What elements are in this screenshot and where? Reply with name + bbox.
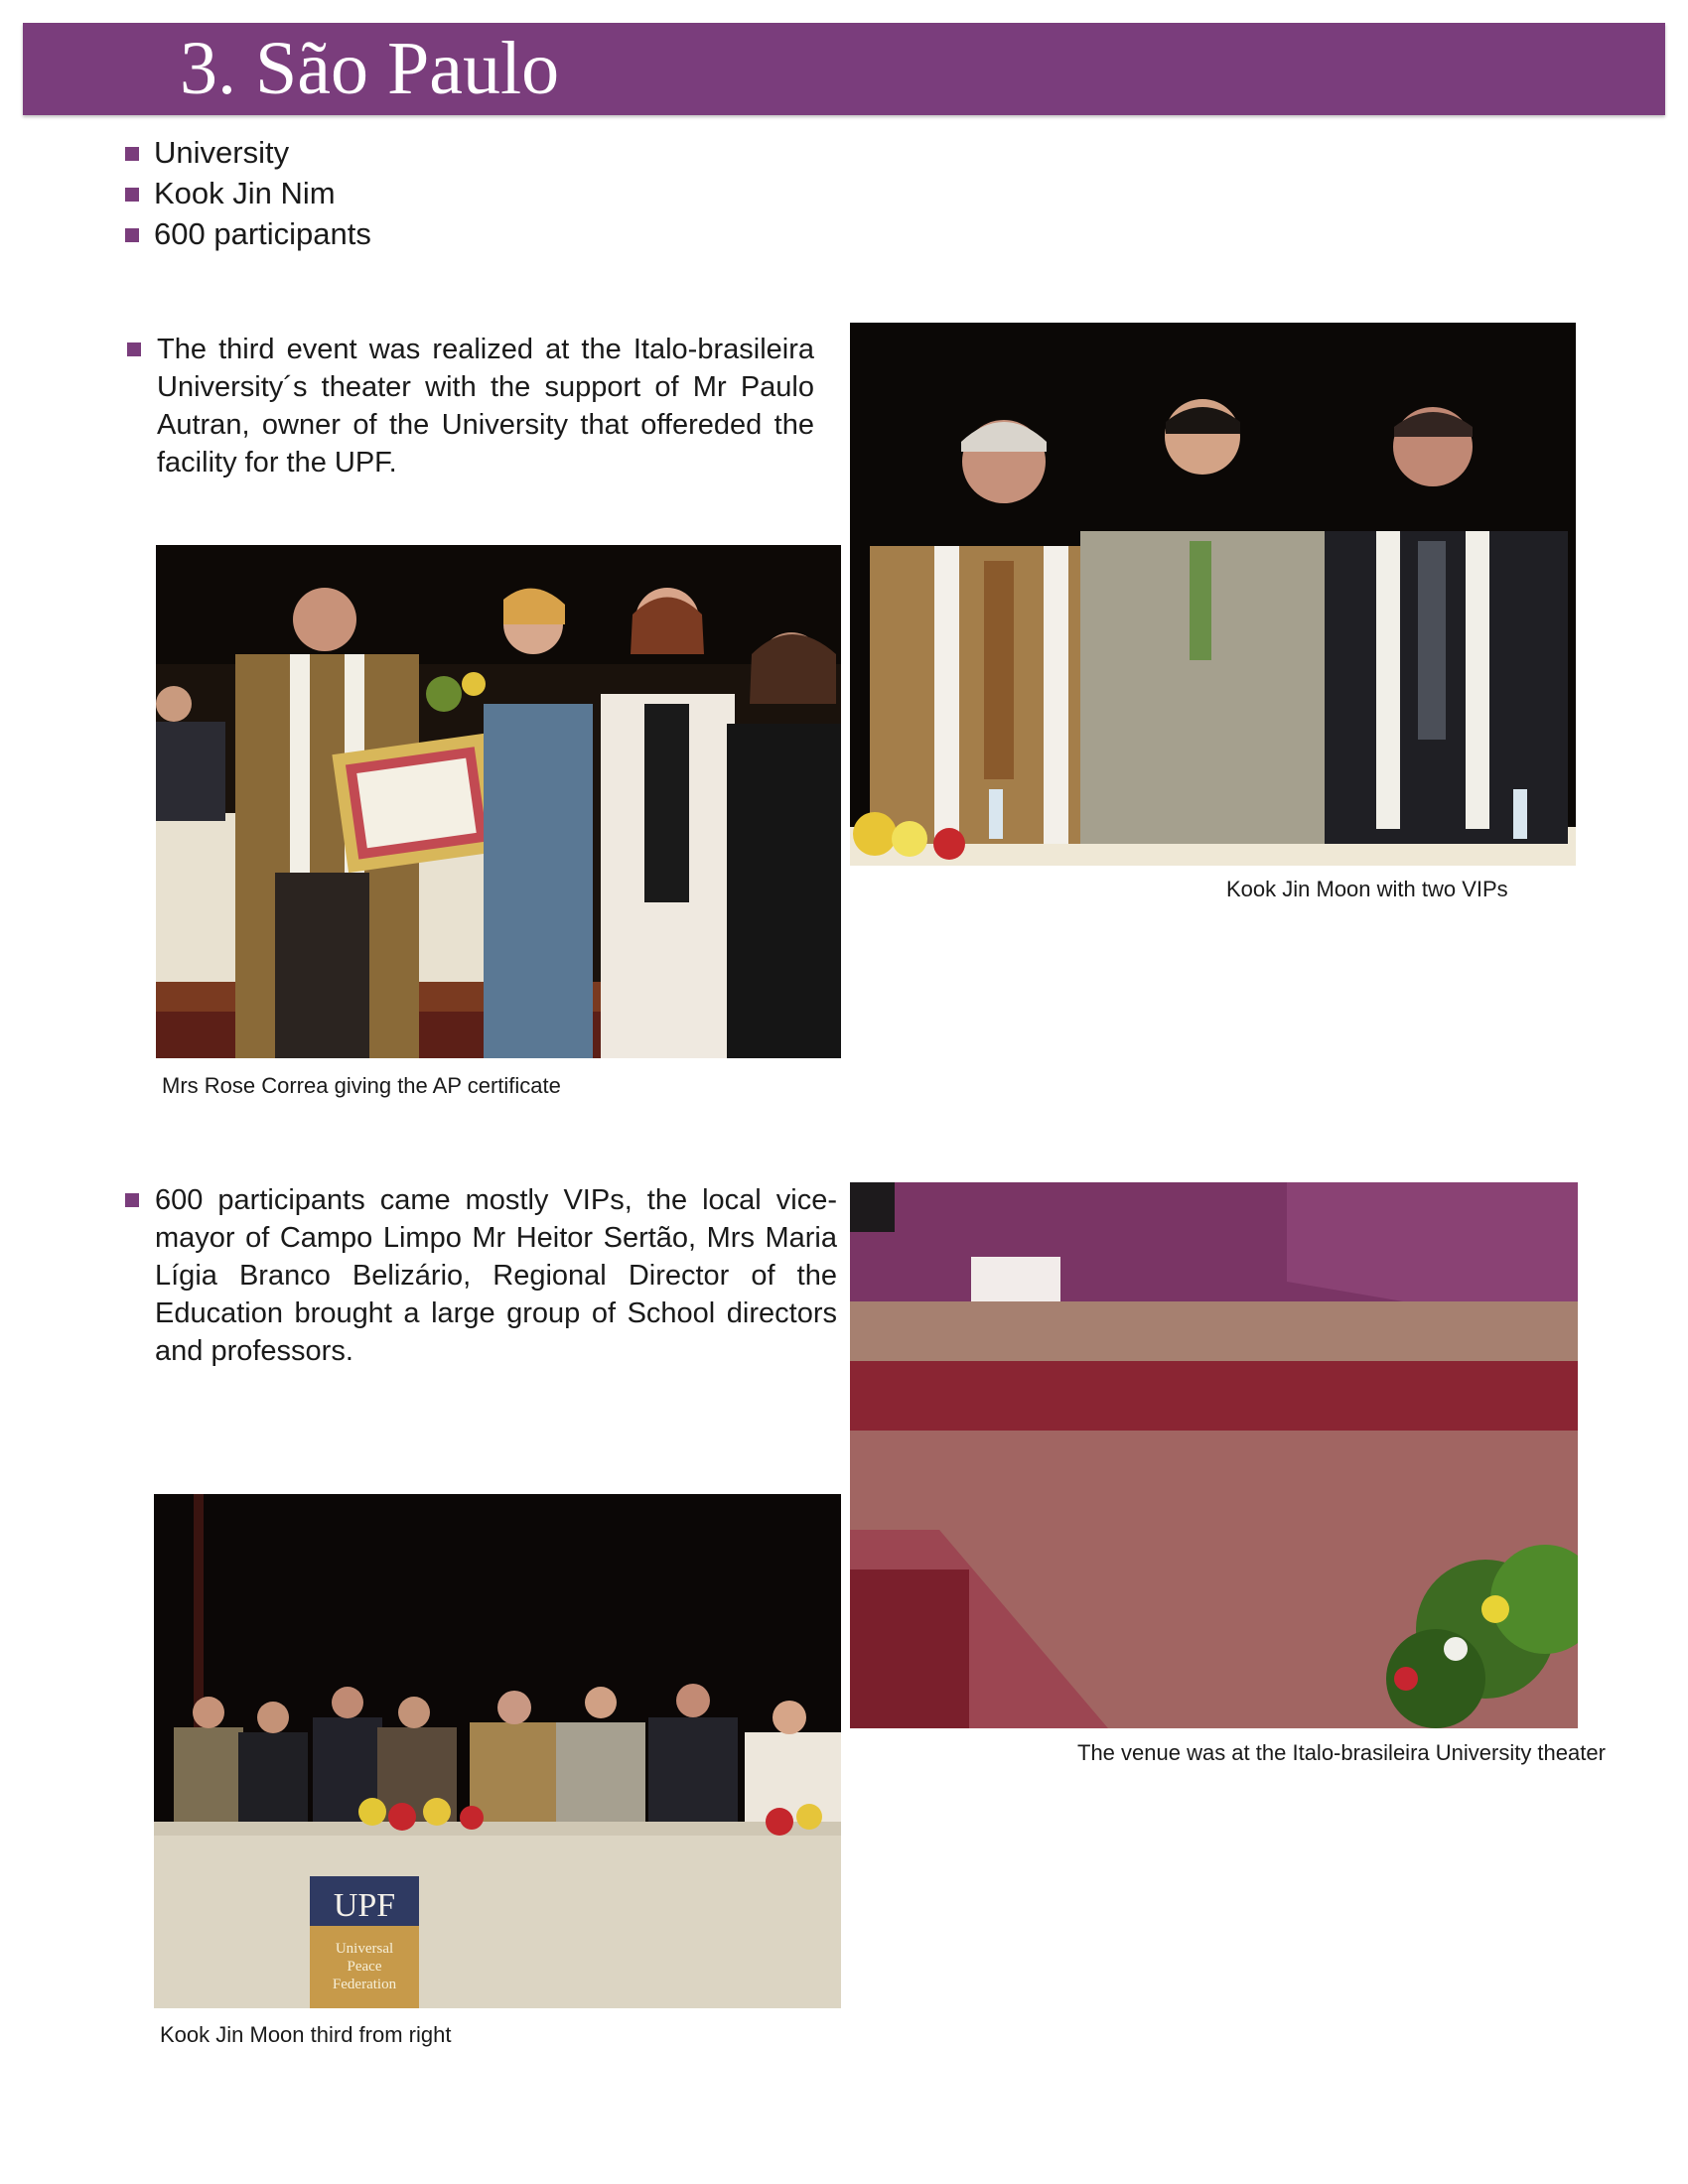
photo-caption: Mrs Rose Correa giving the AP certificate xyxy=(162,1073,561,1098)
bullet-square-icon xyxy=(125,147,139,161)
list-item: 600 participants xyxy=(125,213,371,254)
photo-panel-upf-banner xyxy=(154,1494,841,2008)
bullet-square-icon xyxy=(125,228,139,242)
photo-kook-jin-moon-vips xyxy=(850,323,1576,866)
bullet-square-icon xyxy=(127,342,141,356)
photo-caption: Kook Jin Moon third from right xyxy=(160,2022,452,2047)
photo-caption: Kook Jin Moon with two VIPs xyxy=(1226,877,1508,901)
bullet-square-icon xyxy=(125,188,139,202)
svg-text:Universal: Universal xyxy=(335,1941,394,1957)
list-item: Kook Jin Nim xyxy=(125,173,371,213)
summary-bullet-list xyxy=(125,132,371,254)
list-item: University xyxy=(125,132,371,173)
photo-venue-audience xyxy=(850,1182,1578,1728)
page-title: 3. São Paulo xyxy=(180,27,560,110)
photo-certificate-ceremony xyxy=(156,545,841,1058)
banner-logo-text: UPF xyxy=(333,1887,396,1924)
participants-paragraph: 600 participants came mostly VIPs, the local vice-mayor of Campo Limpo Mr Heitor Sertão, Mrs Maria Lígia Branco Belizário, Regional Director of the Education brought a large group of School directors and professors. xyxy=(155,1181,837,1370)
svg-text:Federation: Federation xyxy=(332,1977,397,1992)
section-header xyxy=(23,23,1665,115)
bullet-square-icon xyxy=(125,1193,139,1207)
event-paragraph: The third event was realized at the Italo-brasileira University´s theater with the support of Mr Paulo Autran, owner of the University that offereded the facility for the UPF. xyxy=(157,331,814,481)
photo-caption: The venue was at the Italo-brasileira University theater xyxy=(1077,1740,1606,1765)
svg-text:Peace: Peace xyxy=(347,1959,382,1975)
